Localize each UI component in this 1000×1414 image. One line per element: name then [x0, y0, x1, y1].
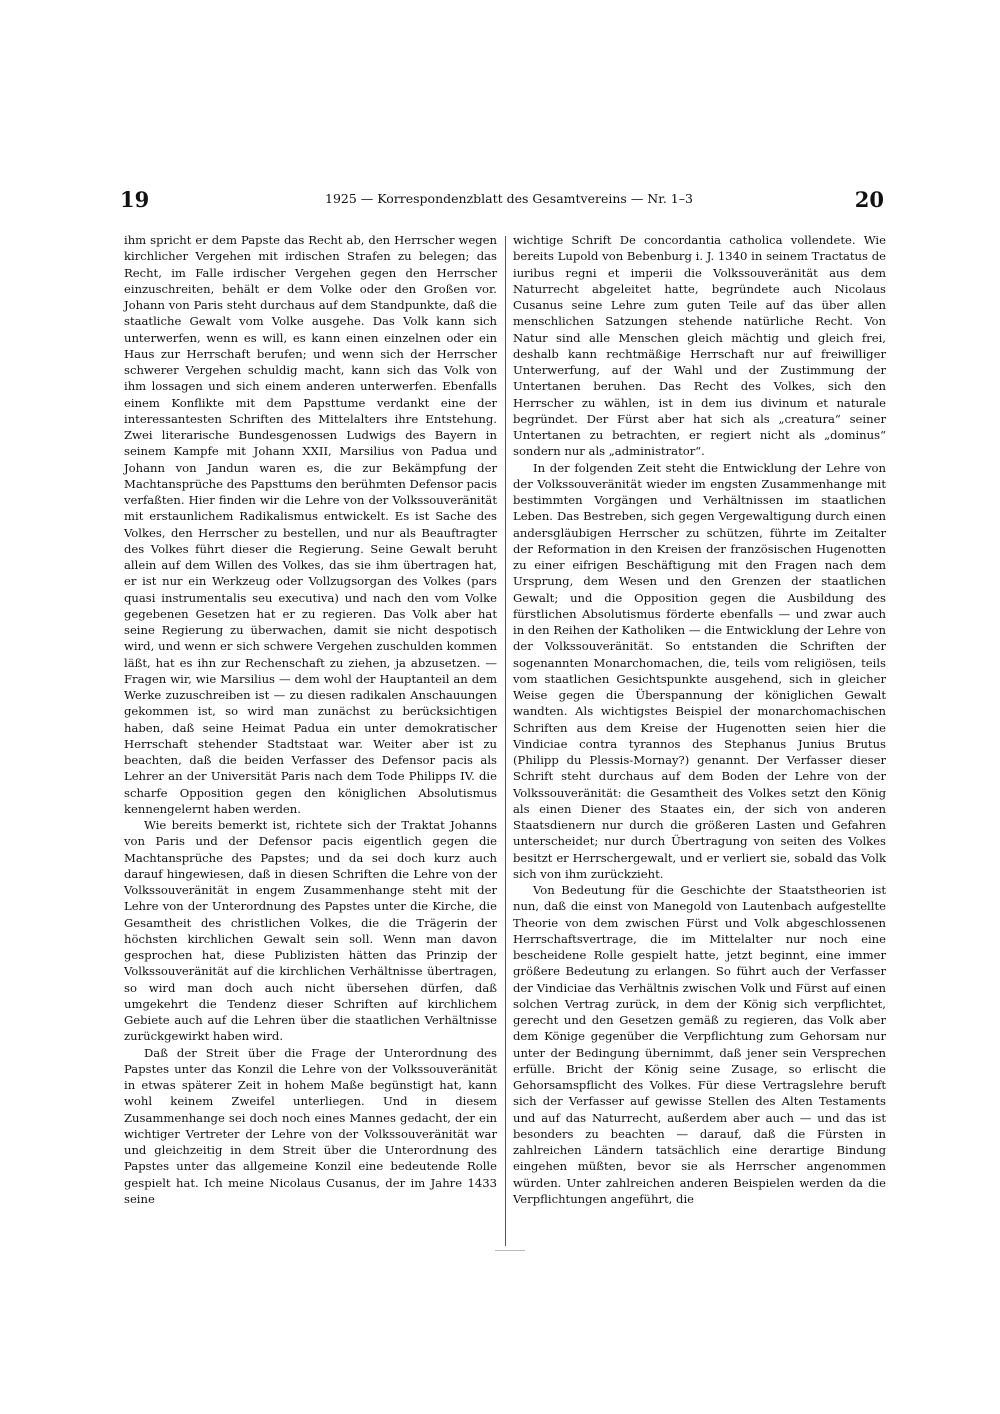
paragraph: In der folgenden Zeit steht die Entwicklung der Lehre von der Volkssouveränität wieder im engsten Zusammenhange mit bestimmten Vorgängen und Verhältnissen im staatlichen Leben. Das Bestreben, sich gegen Vergewaltigung durch einen andersgläubigen Herrscher zu schützen, führte im Zeitalter der Reformation in den Kreisen der französischen Hugenotten zu einer eifrigen Beschäftigung mit den Fragen nach dem Ursprung, dem Wesen und den Grenzen der staatlichen Gewalt; und die Opposition gegen die Ausbildung des fürstlichen Absolutismus förderte ebenfalls — und zwar auch in den Reihen der Katholiken — die Entwicklung der Lehre von der Volkssouveränität. So entstanden die Schriften der sogenannten Monarchomachen, die, teils vom religiösen, teils vom staatlichen Gesichtspunkte ausgehend, sich in gleicher Weise gegen die Überspannung der königlichen Gewalt wandten. Als wichtigstes Beispiel der monarchomachischen Schriften aus dem Kreise der Hugenotten seien hier die Vindiciae contra tyrannos des Stephanus Junius Brutus (Philipp du Plessis-Mornay?) genannt. Der Verfasser dieser Schrift steht durchaus auf dem Boden der Lehre von der Volkssouveränität: die Gesamtheit des Volkes setzt den König als einen Diener des Staates ein, der sich von anderen Staatsdienern nur durch die größeren Lasten und Gefahren unterscheidet; nur durch Übertragung von seiten des Volkes besitzt er Herrschergewalt, und er verliert sie, sobald das Volk sich von ihm zurückzieht.: [513, 460, 886, 881]
paragraph: Daß der Streit über die Frage der Unterordnung des Papstes unter das Konzil die Lehre von der Volkssouveränität in etwas späterer Zeit in hohem Maße begünstigt hat, kann wohl keinem Zweifel unterliegen. Und in diesem Zusammenhange sei doch noch eines Mannes gedacht, der ein wichtiger Vertreter der Lehre von der Volkssouveränität war und gleichzeitig in dem Streit über die Unterordnung des Papstes unter das allgemeine Konzil eine bedeutende Rolle gespielt hat. Ich meine Nicolaus Cusanus, der im Jahre 1433 seine: [124, 1045, 497, 1206]
page-number-left: 19: [120, 187, 150, 212]
paragraph: Wie bereits bemerkt ist, richtete sich der Traktat Johanns von Paris und der Defensor pacis eigentlich gegen die Machtansprüche des Papstes; und da sei doch kurz auch darauf hingewiesen, daß in diesen Schriften die Lehre von der Volkssouveränität in engem Zusammenhange steht mit der Lehre von der Unterordnung des Papstes unter die Kirche, die Gesamtheit des christlichen Volkes, die die Trägerin der höchsten kirchlichen Gewalt sein soll. Wenn man davon gesprochen hat, diese Publizisten hätten das Prinzip der Volkssouveränität auf die kirchlichen Verhältnisse übertragen, so wird man doch auch nicht übersehen dürfen, daß umgekehrt die Tendenz dieser Schriften auf kirchlichem Gebiete auch auf die Lehren über die staatlichen Verhältnisse zurückgewirkt haben wird.: [124, 818, 497, 1044]
left-column: [124, 232, 497, 1207]
running-header: [120, 186, 890, 222]
paragraph: Von Bedeutung für die Geschichte der Staatstheorien ist nun, daß die einst von Manegold von Lautenbach aufgestellte Theorie von dem zwischen Fürst und Volk abgeschlossenen Herrschaftsvertrage, die im Mittelalter nur noch eine bescheidene Rolle gespielt hatte, jetzt beginnt, eine immer größere Bedeutung zu erlangen. So führt auch der Verfasser der Vindiciae das Verhältnis zwischen Volk und Fürst auf einen solchen Vertrag zurück, in dem der König sich verpflichtet, gerecht und den Gesetzen gemäß zu regieren, das Volk aber dem Könige gegenüber die Verpflichtung zum Gehorsam nur unter der Bedingung übernimmt, daß jener sein Versprechen erfülle. Bricht der König seine Zusage, so erlischt die Gehorsamspflicht des Volkes. Für diese Vertragslehre beruft sich der Verfasser auf gewisse Stellen des Alten Testaments und auf das Naturrecht, außerdem aber auch — und das ist besonders zu beachten — darauf, daß die Fürsten in zahlreichen Ländern tatsächlich eine derartige Bindung eingehen müßten, bevor sie als Herrscher angenommen würden. Unter zahlreichen anderen Beispielen werden da die Verpflichtungen angeführt, die: [513, 883, 886, 1206]
header-title: 1925 — Korrespondenzblatt des Gesamtvereins — Nr. 1–3: [325, 191, 693, 206]
column-divider: [505, 236, 506, 1246]
bottom-mark: [495, 1250, 525, 1251]
paragraph: wichtige Schrift De concordantia catholica vollendete. Wie bereits Lupold von Bebenburg i. J. 1340 in seinem Tractatus de iuribus regni et imperii die Volkssouveränität aus dem Naturrecht abgeleitet hatte, begründete auch Nicolaus Cusanus seine Lehre zum guten Teile auf das über allen menschlichen Satzungen stehende natürliche Recht. Von Natur sind alle Menschen gleich mächtig und gleich frei, deshalb kann rechtmäßige Herrschaft nur auf freiwilliger Unterwerfung, auf der Wahl und der Zustimmung der Untertanen beruhen. Das Recht des Volkes, sich den Herrscher zu wählen, ist in dem ius divinum et naturale begründet. Der Fürst aber hat sich als „creatura“ seiner Untertanen zu betrachten, er regiert nicht als „dominus“ sondern nur als „administrator“.: [513, 233, 886, 459]
paragraph: ihm spricht er dem Papste das Recht ab, den Herrscher wegen kirchlicher Vergehen mit irdischen Strafen zu belegen; das Recht, im Falle irdischer Vergehen gegen den Herrscher einzuschreiten, behält er dem Volke oder den Großen vor. Johann von Paris steht durchaus auf dem Standpunkte, daß die staatliche Gewalt vom Volke ausgehe. Das Volk kann sich unterwerfen, wenn es will, es kann einen einzelnen oder ein Haus zur Herrschaft berufen; und wenn sich der Herrscher schwerer Vergehen schuldig macht, kann sich das Volk von ihm lossagen und sich einem anderen unterwerfen. Ebenfalls einem Konflikte mit dem Papsttume verdankt eine der interessantesten Schriften des Mittelalters ihre Entstehung. Zwei literarische Bundesgenossen Ludwigs des Bayern in seinem Kampfe mit Johann XXII, Marsilius von Padua und Johann von Jandun waren es, die zur Bekämpfung der Machtansprüche des Papsttums den berühmten Defensor pacis verfaßten. Hier finden wir die Lehre von der Volkssouveränität mit erstaunlichem Radikalismus entwickelt. Es ist Sache des Volkes, den Herrscher zu bestellen, und nur als Beauftragter des Volkes führt dieser die Regierung. Seine Gewalt beruht allein auf dem Willen des Volkes, das sie ihm übertragen hat, er ist nur ein Werkzeug oder Vollzugsorgan des Volkes (pars quasi instrumentalis seu executiva) und nach den vom Volke gegebenen Gesetzen hat er zu regieren. Das Volk aber hat seine Regierung zu überwachen, damit sie nicht despotisch wird, und wenn er sich schwere Vergehen zuschulden kommen läßt, hat es ihn zur Rechenschaft zu ziehen, ja abzusetzen. — Fragen wir, wie Marsilius — dem wohl der Hauptanteil an dem Werke zuzuschreiben ist — zu diesen radikalen Anschauungen gekommen ist, so wird man zunächst zu berücksichtigen haben, daß seine Heimat Padua ein unter demokratischer Herrschaft stehender Stadtstaat war. Weiter aber ist zu beachten, daß die beiden Verfasser des Defensor pacis als Lehrer an der Universität Paris nach dem Tode Philipps IV. die scharfe Opposition gegen den königlichen Absolutismus kennengelernt haben werden.: [124, 233, 497, 816]
page-number-right: 20: [854, 187, 884, 212]
right-column: [513, 232, 886, 1207]
